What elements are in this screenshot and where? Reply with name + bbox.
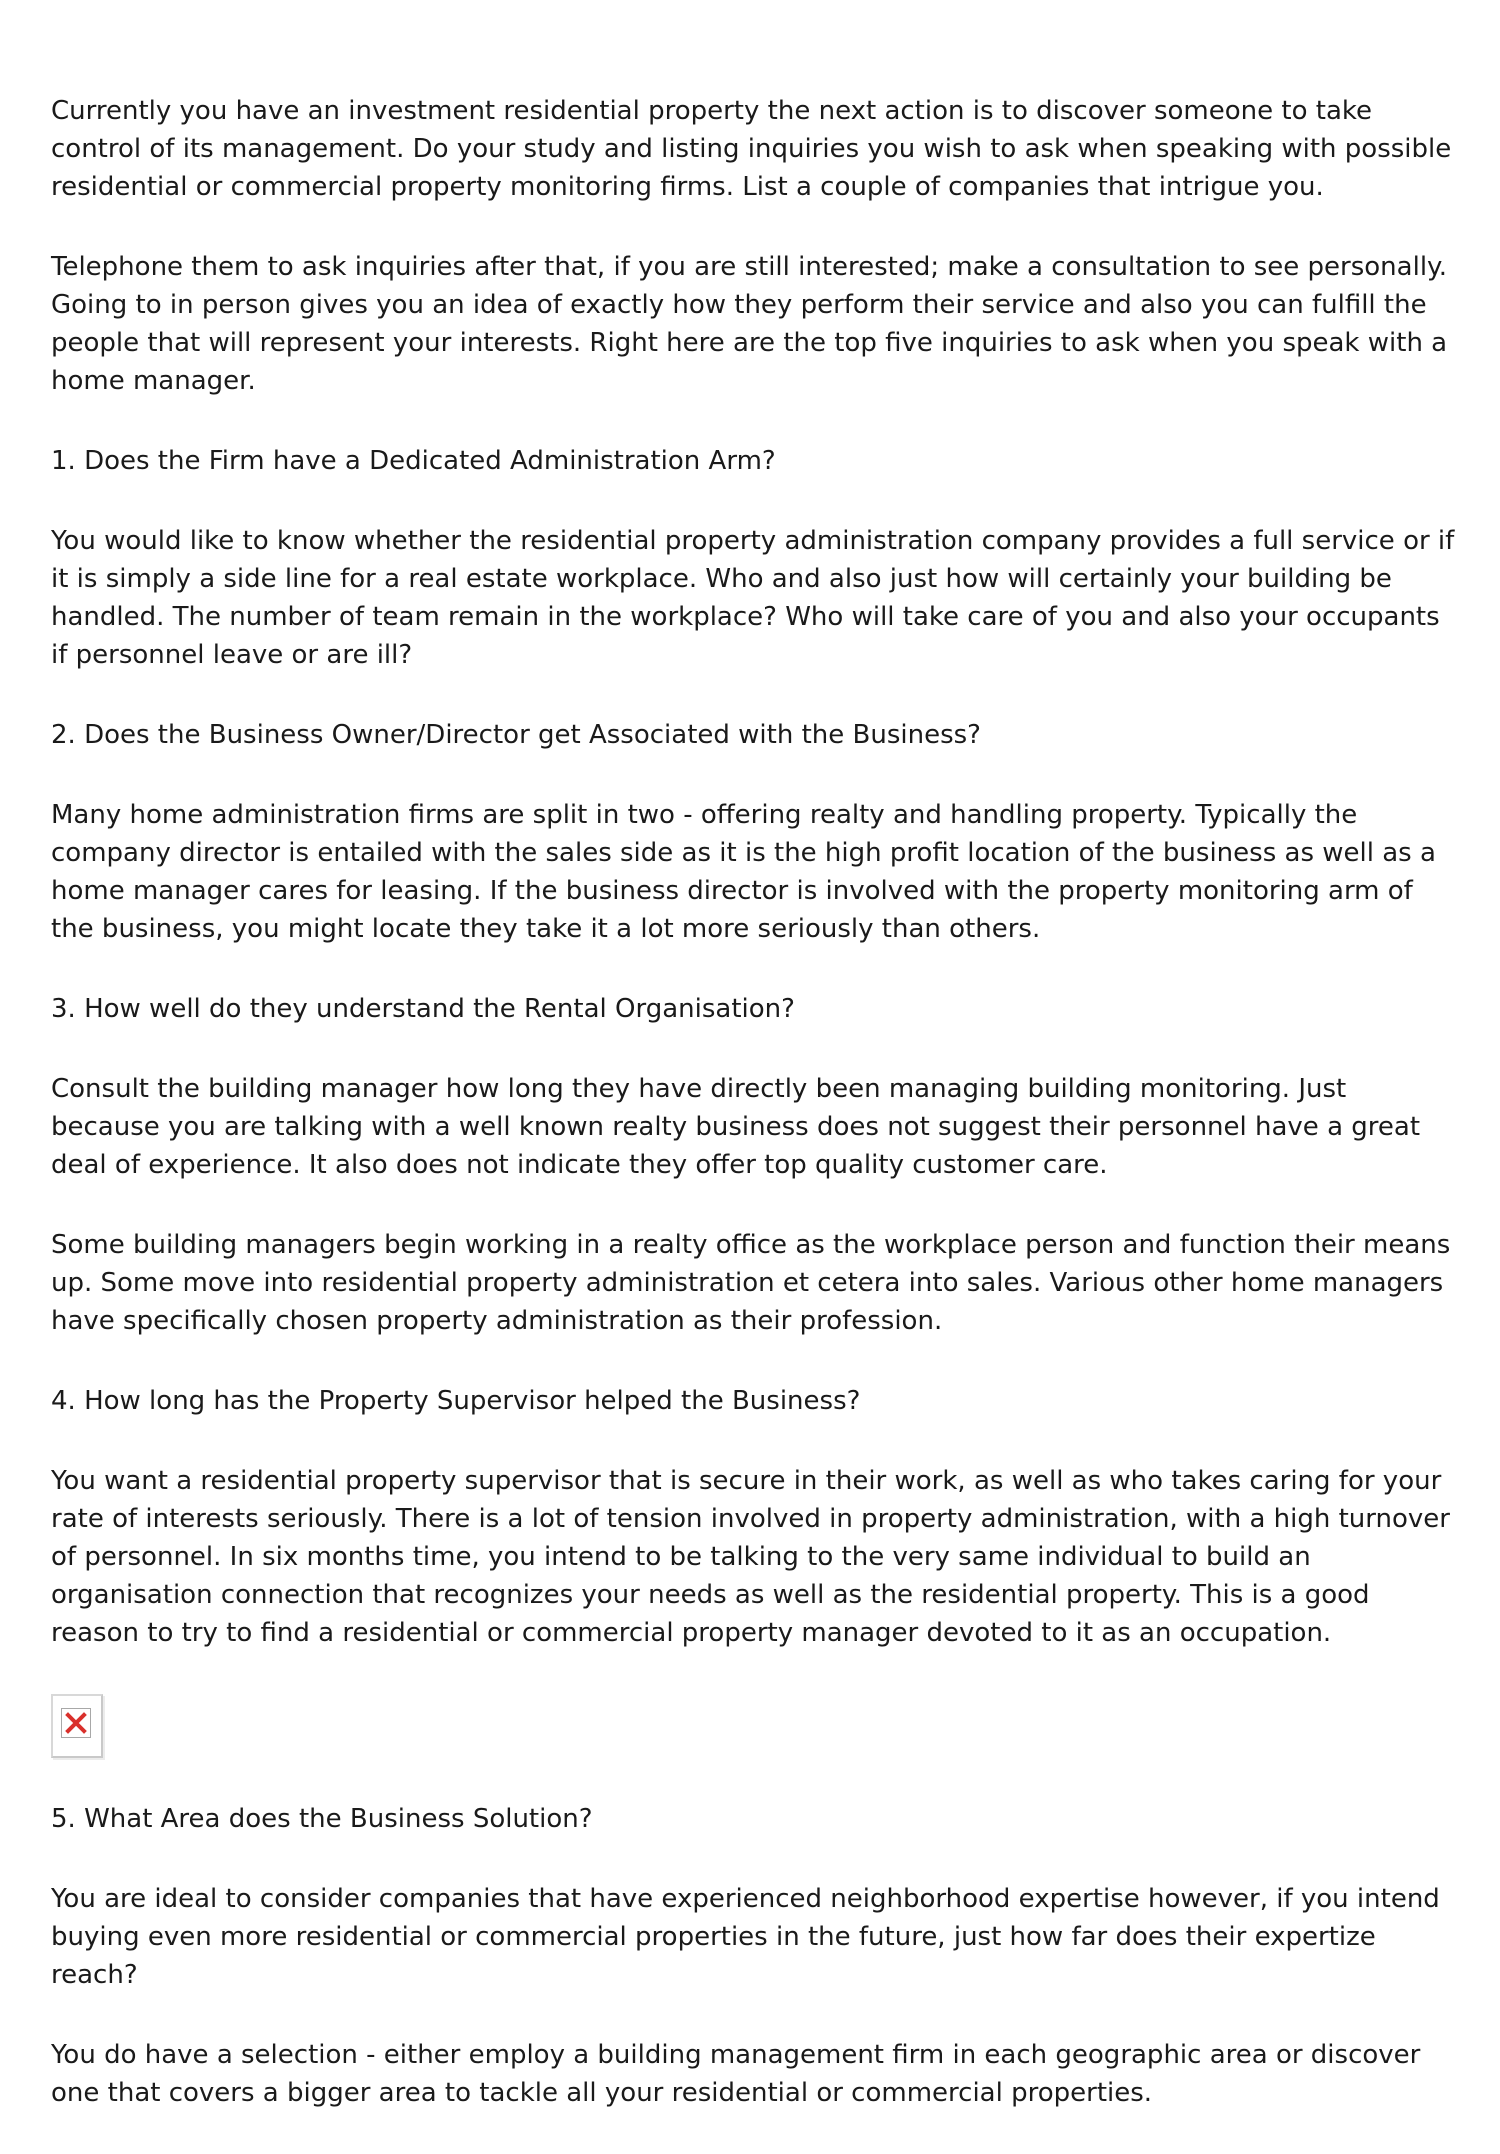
paragraph-answer-1: You would like to know whether the residential property administration company provides a full service or if it is simply a side line for a real estate workplace. Who and also just how will certainly your building be handled. The number of team remain in the workplace? Who will take care of you and also your occupants if personnel leave or are ill?	[51, 526, 1455, 670]
paragraph-answer-5b: You do have a selection - either employ a building management firm in each geographic area or discover one that covers a bigger area to tackle all your residential or commercial properties.	[51, 2040, 1421, 2108]
paragraph-intro: Currently you have an investment residential property the next action is to discover someone to take control of its management. Do your study and listing inquiries you wish to ask when speaking with possible residential or commercial property monitoring firms. List a couple of companies that intrigue you.	[51, 96, 1452, 202]
paragraph-answer-3b: Some building managers begin working in a realty office as the workplace person and function their means up. Some move into residential property administration et cetera into sales. Various other home managers have specifically chosen property administration as their profession.	[51, 1230, 1451, 1336]
question-heading-4: 4. How long has the Property Supervisor helped the Business?	[51, 1386, 861, 1416]
question-heading-5: 5. What Area does the Business Solution?	[51, 1804, 593, 1834]
paragraph-answer-3a: Consult the building manager how long they have directly been managing building monitoring. Just because you are talking with a well known realty business does not suggest their personnel have a great deal of experience. It also does not indicate they offer top quality customer care.	[51, 1074, 1421, 1180]
question-heading-3: 3. How well do they understand the Rental Organisation?	[51, 994, 795, 1024]
document-body	[51, 92, 1461, 2154]
paragraph-telephone: Telephone them to ask inquiries after that, if you are still interested; make a consultation to see personally. Going to in person gives you an idea of exactly how they perform their service and also you can fulfill the people that will represent your interests. Right here are the top five inquiries to ask when you speak with a home manager.	[51, 252, 1448, 396]
question-heading-2: 2. Does the Business Owner/Director get Associated with the Business?	[51, 720, 981, 750]
paragraph-answer-5a: You are ideal to consider companies that have experienced neighborhood expertise however, if you intend buying even more residential or commercial properties in the future, just how far does their expertize reach?	[51, 1884, 1440, 1990]
question-heading-1: 1. Does the Firm have a Dedicated Administration Arm?	[51, 446, 776, 476]
paragraph-answer-4: You want a residential property supervisor that is secure in their work, as well as who takes caring for your rate of interests seriously. There is a lot of tension involved in property administration, with a high turnover of personnel. In six months time, you intend to be talking to the very same individual to build an organisation connection that recognizes your needs as well as the residential property. This is a good reason to try to find a residential or commercial property manager devoted to it as an occupation.	[51, 1466, 1450, 1648]
broken-image-placeholder	[51, 1694, 103, 1758]
broken-image-icon	[61, 1708, 91, 1738]
paragraph-answer-2: Many home administration firms are split in two - offering realty and handling property. Typically the company director is entailed with the sales side as it is the high profit location of the business as well as a home manager cares for leasing. If the business director is involved with the property monitoring arm of the business, you might locate they take it a lot more seriously than others.	[51, 800, 1436, 944]
